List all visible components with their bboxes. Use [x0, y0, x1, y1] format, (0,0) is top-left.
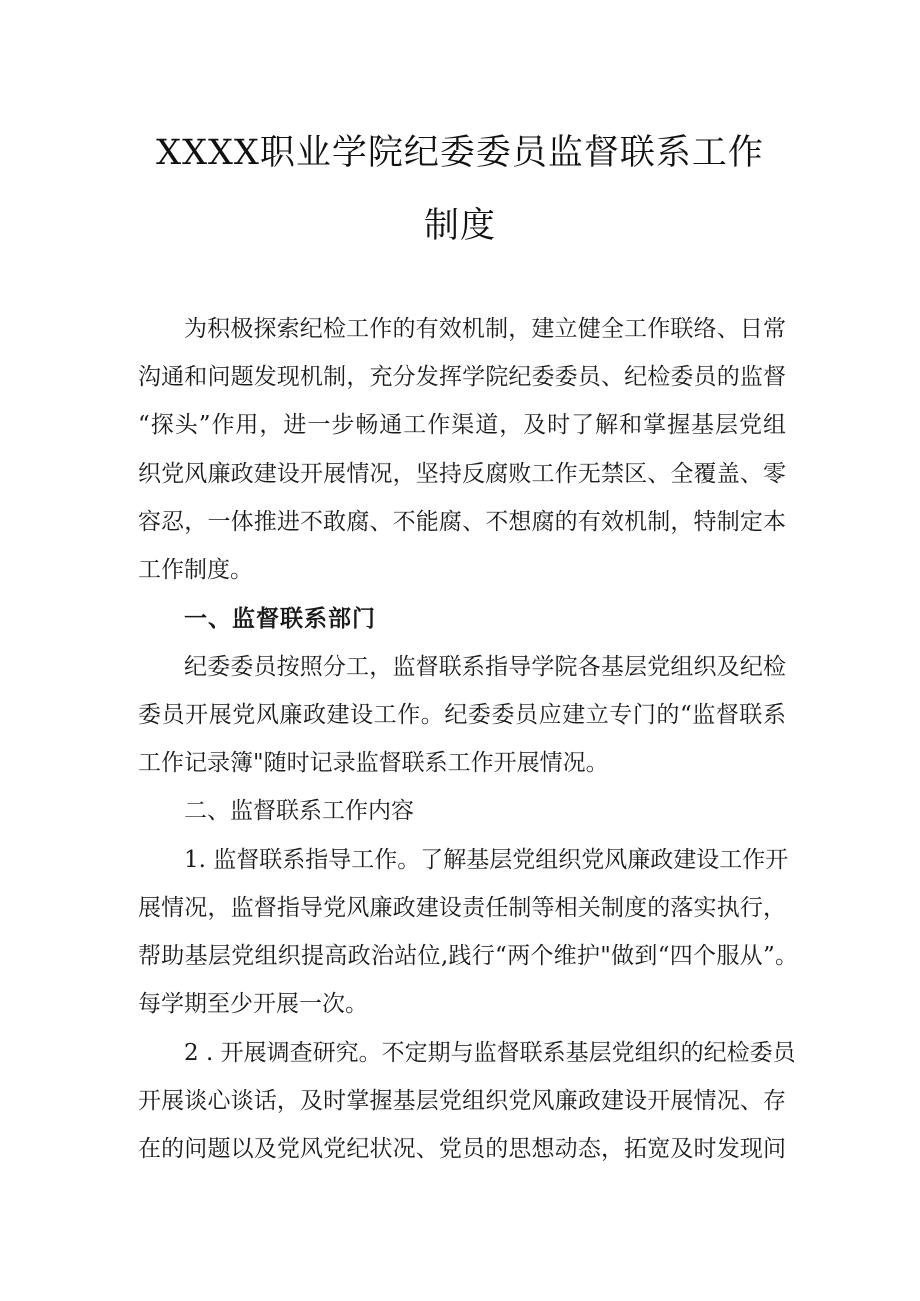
document-title-line-2: 制度 — [423, 206, 496, 246]
paragraph-line: 帮助基层党组织提高政治站位,践行“两个维护"做到“四个服从”。 — [138, 943, 798, 969]
paragraph-line: 委员开展党风廉政建设工作。纪委委员应建立专门的“监督联系 — [138, 702, 786, 728]
paragraph-line: 2 . 开展调查研究。不定期与监督联系基层党组织的纪检委员 — [184, 1040, 796, 1066]
paragraph-line: 工作制度。 — [138, 557, 253, 583]
section-heading-1: 一、监督联系部门 — [184, 606, 376, 632]
paragraph-line: 沟通和问题发现机制，充分发挥学院纪委委员、纪检委员的监督 — [138, 364, 786, 390]
paragraph-line: 1. 监督联系指导工作。了解基层党组织党风廉政建设工作开 — [184, 847, 789, 873]
document-title-line-1: XXXX职业学院纪委委员监督联系工作 — [156, 133, 764, 173]
paragraph-line: 展情况，监督指导党风廉政建设责任制等相关制度的落实执行， — [138, 895, 786, 921]
paragraph-line: 纪委委员按照分工，监督联系指导学院各基层党组织及纪检 — [184, 654, 786, 680]
paragraph-line: 开展谈心谈话，及时掌握基层党组织党风廉政建设开展情况、存 — [138, 1088, 786, 1114]
paragraph-line: 织党风廉政建设开展情况，坚持反腐败工作无禁区、全覆盖、零 — [138, 461, 786, 487]
section-heading-2: 二、监督联系工作内容 — [184, 798, 414, 824]
paragraph-line: “探头”作用，进一步畅通工作渠道，及时了解和掌握基层党组 — [138, 412, 786, 438]
paragraph-line: 为积极探索纪检工作的有效机制，建立健全工作联络、日常 — [184, 316, 786, 342]
paragraph-line: 在的问题以及党风党纪状况、党员的思想动态，拓宽及时发现问 — [138, 1136, 786, 1162]
paragraph-line: 每学期至少开展一次。 — [138, 991, 368, 1017]
paragraph-line: 容忍，一体推进不敢腐、不能腐、不想腐的有效机制，特制定本 — [138, 509, 786, 535]
paragraph-line: 工作记录簿"随时记录监督联系工作开展情况。 — [138, 750, 609, 776]
